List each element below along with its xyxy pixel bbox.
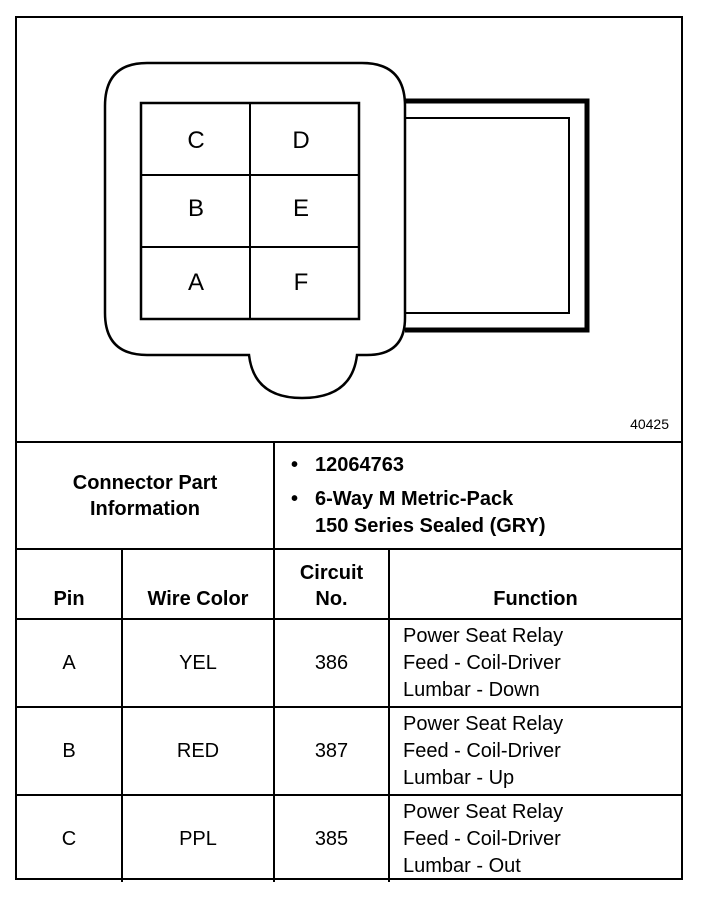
function-line: Power Seat Relay [403,800,564,823]
pin-cell: A [17,619,122,707]
pin-table-header [17,549,681,619]
function-line: Feed - Coil-Driver [403,739,561,762]
cavity-label-d: D [292,127,310,154]
function-line: Lumbar - Out [403,854,521,877]
wire-color-cell: YEL [122,619,274,707]
part-info-values [274,442,681,549]
cavity-label-e: E [292,195,310,222]
pin-table [17,548,681,882]
header-wire-color: Wire Color [122,549,274,619]
part-number: • 12064763 [315,452,681,479]
cavity-label-b: B [187,195,205,222]
table-row [17,795,681,882]
pin-cell: C [17,795,122,882]
connector-description-line2: 150 Series Sealed (GRY) [315,515,546,537]
cavity-label-f: F [293,269,309,296]
function-line: Lumbar - Down [403,678,540,701]
header-pin: Pin [17,549,122,619]
function-line: Feed - Coil-Driver [403,651,561,674]
connector-lock-tab-inner [405,118,569,313]
part-info-label-line2: Information [90,498,200,520]
connector-description-line1: • 6-Way M Metric-Pack [315,486,681,513]
figure-number: 40425 [630,416,669,432]
function-cell [389,619,681,707]
circuit-cell: 386 [274,619,389,707]
function-cell [389,707,681,795]
circuit-cell: 387 [274,707,389,795]
function-line: Power Seat Relay [403,712,564,735]
function-line: Lumbar - Up [403,766,515,789]
part-info-label-line1: Connector Part [72,472,218,494]
connector-face-drawing [17,18,681,442]
header-function: Function [389,549,681,619]
function-line: Power Seat Relay [403,624,564,647]
connector-diagram [17,18,681,442]
part-info-label [17,442,274,549]
table-row [17,707,681,795]
cavity-label-c: C [187,127,205,154]
connector-sheet [15,16,683,880]
part-info-table [17,441,681,549]
function-line: Feed - Coil-Driver [403,827,561,850]
circuit-cell: 385 [274,795,389,882]
function-cell [389,795,681,882]
pin-cell: B [17,707,122,795]
header-circuit-line1: Circuit [299,562,364,584]
connector-lock-tab-outer [405,101,587,330]
wire-color-cell: RED [122,707,274,795]
table-row [17,619,681,707]
wire-color-cell: PPL [122,795,274,882]
header-circuit [274,549,389,619]
header-circuit-line2: No. [315,588,348,610]
cavity-label-a: A [187,269,205,296]
